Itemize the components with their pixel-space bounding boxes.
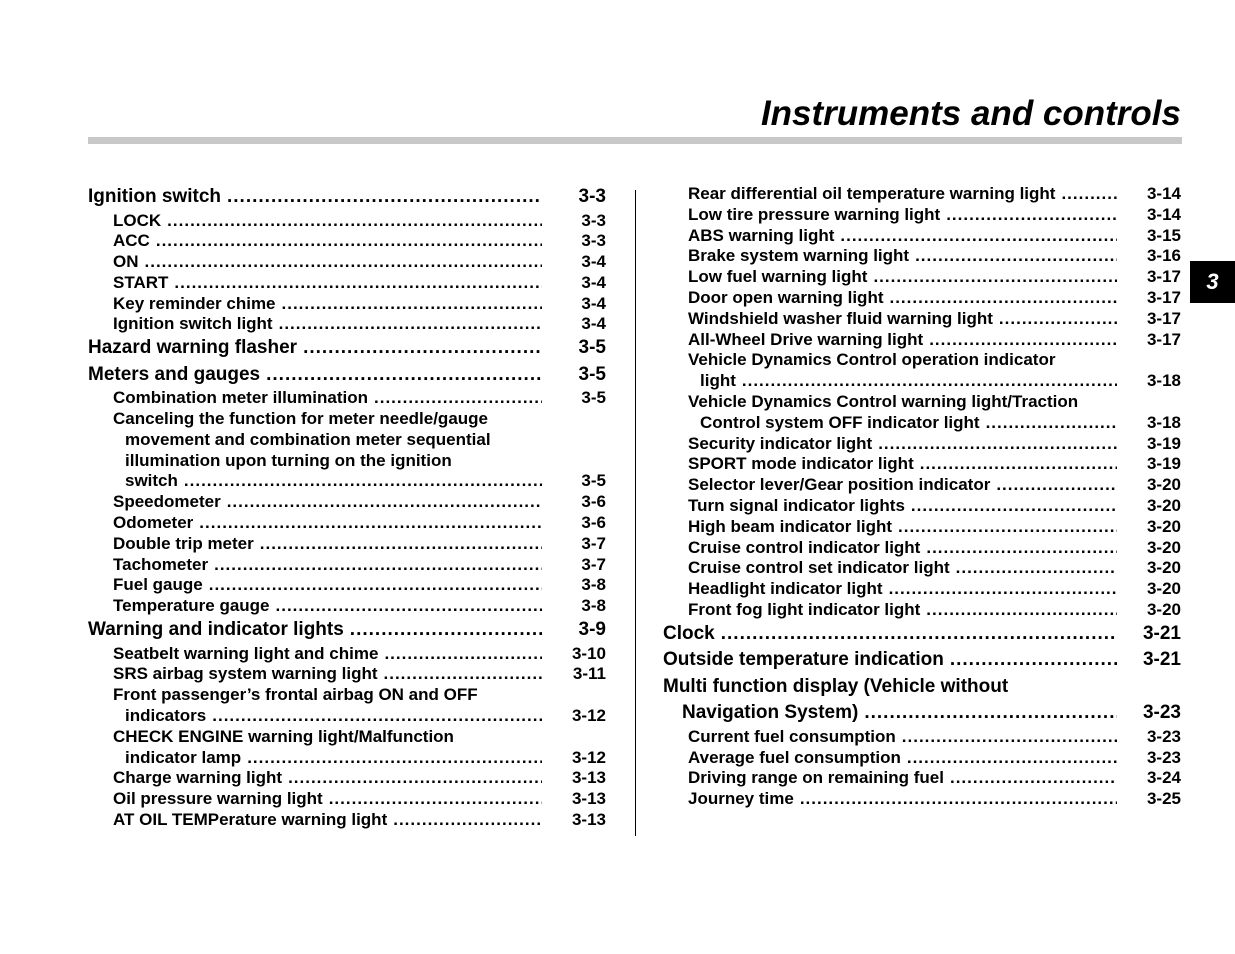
toc-subentry[interactable] bbox=[663, 267, 1181, 288]
toc-entry-title: All-Wheel Drive warning light bbox=[688, 329, 924, 349]
toc-page-number: 3-14 bbox=[1146, 204, 1181, 224]
toc-page-number: 3-14 bbox=[1146, 184, 1181, 203]
toc-entry-title: LOCK bbox=[113, 210, 162, 230]
toc-leader-dots bbox=[167, 211, 542, 232]
toc-entry-title: light bbox=[700, 371, 736, 391]
toc-entry-title: Brake system warning light bbox=[688, 246, 910, 266]
toc-leader-dots bbox=[889, 288, 1117, 309]
toc-page-number: 3-23 bbox=[1142, 702, 1181, 724]
toc-leader-dots bbox=[288, 768, 542, 789]
toc-leader-dots bbox=[742, 371, 1117, 392]
toc-left-column bbox=[88, 184, 606, 831]
toc-page-number: 3-5 bbox=[581, 471, 606, 491]
toc-page-number: 3-17 bbox=[1146, 267, 1181, 287]
toc-page-number: 3-16 bbox=[1146, 246, 1181, 266]
toc-leader-dots bbox=[946, 205, 1117, 226]
toc-entry-title: ON bbox=[113, 252, 139, 272]
toc-leader-dots bbox=[1061, 184, 1117, 205]
toc-section-entry[interactable] bbox=[88, 184, 606, 211]
toc-section-entry[interactable] bbox=[88, 362, 606, 389]
toc-page-number: 3-9 bbox=[578, 619, 606, 641]
toc-entry-title: Front fog light indicator light bbox=[688, 599, 921, 619]
toc-subentry[interactable] bbox=[88, 513, 606, 534]
toc-leader-dots bbox=[902, 727, 1117, 748]
toc-page-number: 3-25 bbox=[1146, 789, 1181, 809]
toc-leader-dots bbox=[214, 555, 542, 576]
toc-subentry[interactable] bbox=[663, 600, 1181, 621]
column-divider bbox=[635, 190, 636, 836]
toc-subentry[interactable] bbox=[88, 211, 606, 232]
toc-page-number: 3-13 bbox=[571, 809, 606, 829]
toc-leader-dots bbox=[276, 596, 542, 617]
toc-page-number: 3-21 bbox=[1142, 649, 1181, 671]
toc-section-entry[interactable] bbox=[663, 700, 1181, 727]
toc-entry-title: Warning and indicator lights bbox=[88, 619, 344, 641]
toc-entry-title: Current fuel consumption bbox=[688, 726, 896, 746]
toc-entry-title: ACC bbox=[113, 231, 150, 251]
toc-subentry[interactable] bbox=[88, 555, 606, 576]
toc-entry-title: Door open warning light bbox=[688, 287, 884, 307]
toc-page-number: 3-18 bbox=[1146, 412, 1181, 432]
toc-entry-title: ABS warning light bbox=[688, 225, 835, 245]
toc-page-number: 3-17 bbox=[1146, 308, 1181, 328]
toc-entry-title: Ignition switch bbox=[88, 186, 221, 207]
toc-entry-title: Meters and gauges bbox=[88, 363, 261, 385]
toc-leader-dots bbox=[950, 768, 1117, 789]
toc-leader-dots bbox=[926, 538, 1117, 559]
toc-leader-dots bbox=[986, 413, 1117, 434]
toc-leader-dots bbox=[393, 810, 542, 831]
toc-page-number: 3-4 bbox=[581, 272, 606, 292]
toc-page-number: 3-19 bbox=[1146, 433, 1181, 453]
toc-subentry[interactable] bbox=[663, 768, 1181, 789]
toc-entry-title: Selector lever/Gear position indicator bbox=[688, 475, 991, 495]
toc-subentry[interactable] bbox=[663, 350, 1181, 371]
toc-entry-title: Seatbelt warning light and chime bbox=[113, 643, 379, 663]
toc-leader-dots bbox=[929, 330, 1117, 351]
toc-subentry[interactable] bbox=[663, 579, 1181, 600]
toc-entry-title: START bbox=[113, 272, 169, 292]
toc-entry-title: Clock bbox=[663, 622, 715, 644]
toc-entry-title: indicators bbox=[125, 705, 207, 725]
toc-leader-dots bbox=[384, 664, 542, 685]
toc-page-number: 3-7 bbox=[581, 533, 606, 553]
toc-entry-title: Speedometer bbox=[113, 492, 221, 512]
toc-page-number: 3-8 bbox=[581, 596, 606, 616]
toc-leader-dots bbox=[156, 231, 542, 252]
toc-entry-title: Journey time bbox=[688, 789, 794, 809]
toc-leader-dots bbox=[247, 748, 542, 769]
toc-page-number: 3-6 bbox=[581, 513, 606, 533]
toc-page-number: 3-3 bbox=[581, 231, 606, 251]
toc-page-number: 3-20 bbox=[1146, 537, 1181, 557]
toc-subentry[interactable] bbox=[663, 309, 1181, 330]
toc-subentry[interactable] bbox=[88, 789, 606, 810]
toc-subentry[interactable] bbox=[88, 409, 606, 430]
toc-subentry[interactable] bbox=[663, 538, 1181, 559]
toc-section-entry[interactable] bbox=[88, 617, 606, 644]
toc-leader-dots bbox=[840, 226, 1117, 247]
toc-leader-dots bbox=[864, 700, 1117, 727]
toc-page-number: 3-3 bbox=[578, 186, 606, 207]
toc-entry-title: Oil pressure warning light bbox=[113, 789, 323, 809]
toc-page-number: 3-11 bbox=[572, 664, 606, 684]
toc-entry-title: Hazard warning flasher bbox=[88, 337, 298, 359]
toc-subentry[interactable] bbox=[663, 475, 1181, 496]
toc-section-entry[interactable] bbox=[663, 674, 1181, 701]
page-title: Instruments and controls bbox=[760, 94, 1181, 133]
toc-subentry[interactable] bbox=[663, 288, 1181, 309]
toc-entry-title: Tachometer bbox=[113, 554, 209, 574]
header-rule bbox=[88, 137, 1182, 144]
toc-leader-dots bbox=[926, 600, 1117, 621]
toc-leader-dots bbox=[999, 309, 1117, 330]
toc-page-number: 3-21 bbox=[1142, 622, 1181, 644]
toc-leader-dots bbox=[184, 471, 542, 492]
toc-page-number: 3-5 bbox=[578, 337, 606, 359]
toc-page-number: 3-23 bbox=[1146, 726, 1181, 746]
toc-entry-title: CHECK ENGINE warning light/Malfunction bbox=[113, 726, 454, 746]
toc-leader-dots bbox=[279, 314, 542, 335]
toc-page-number: 3-8 bbox=[581, 575, 606, 595]
toc-subentry[interactable] bbox=[88, 644, 606, 665]
toc-subentry[interactable] bbox=[88, 596, 606, 617]
toc-entry-title: High beam indicator light bbox=[688, 516, 893, 536]
toc-leader-dots bbox=[907, 748, 1117, 769]
toc-page-number: 3-6 bbox=[581, 492, 606, 512]
toc-leader-dots bbox=[209, 575, 542, 596]
toc-entry-title: Turn signal indicator lights bbox=[688, 495, 905, 515]
toc-page-number: 3-17 bbox=[1146, 287, 1181, 307]
toc-subentry[interactable] bbox=[663, 184, 1181, 205]
toc-page-number: 3-5 bbox=[581, 388, 606, 408]
toc-page-number: 3-13 bbox=[571, 768, 606, 788]
toc-entry-title: Driving range on remaining fuel bbox=[688, 768, 944, 788]
toc-page-number: 3-24 bbox=[1146, 768, 1181, 788]
toc-subentry[interactable] bbox=[88, 810, 606, 831]
toc-subentry[interactable] bbox=[88, 471, 606, 492]
toc-subentry[interactable] bbox=[663, 454, 1181, 475]
toc-subentry[interactable] bbox=[88, 231, 606, 252]
toc-leader-dots bbox=[915, 246, 1117, 267]
toc-entry-title: Charge warning light bbox=[113, 768, 283, 788]
toc-subentry[interactable] bbox=[88, 294, 606, 315]
toc-entry-title: Control system OFF indicator light bbox=[700, 412, 980, 432]
toc-entry-title: Cruise control set indicator light bbox=[688, 558, 950, 578]
toc-entry-title: Vehicle Dynamics Control warning light/Traction bbox=[688, 391, 1079, 411]
toc-subentry[interactable] bbox=[88, 727, 606, 748]
toc-subentry[interactable] bbox=[663, 789, 1181, 810]
toc-subentry[interactable] bbox=[663, 748, 1181, 769]
toc-entry-title: Vehicle Dynamics Control operation indicator bbox=[688, 350, 1056, 370]
toc-page-number: 3-12 bbox=[571, 747, 606, 767]
toc-page-number: 3-7 bbox=[581, 554, 606, 574]
toc-subentry[interactable] bbox=[88, 492, 606, 513]
toc-leader-dots bbox=[145, 252, 543, 273]
toc-entry-title: Outside temperature indication bbox=[663, 649, 944, 671]
toc-section-entry[interactable] bbox=[88, 335, 606, 362]
toc-entry-title: Fuel gauge bbox=[113, 575, 203, 595]
toc-subentry[interactable] bbox=[663, 226, 1181, 247]
toc-subentry[interactable] bbox=[88, 575, 606, 596]
toc-subentry[interactable] bbox=[88, 388, 606, 409]
toc-leader-dots bbox=[889, 579, 1117, 600]
toc-page-number: 3-17 bbox=[1146, 329, 1181, 349]
toc-leader-dots bbox=[384, 644, 542, 665]
toc-page-number: 3-5 bbox=[578, 363, 606, 385]
toc-subentry[interactable] bbox=[88, 430, 606, 451]
toc-subentry[interactable] bbox=[88, 314, 606, 335]
toc-leader-dots bbox=[878, 434, 1117, 455]
toc-entry-title: Key reminder chime bbox=[113, 293, 276, 313]
toc-page-number: 3-20 bbox=[1146, 516, 1181, 536]
toc-subentry[interactable] bbox=[88, 706, 606, 727]
toc-leader-dots bbox=[374, 388, 542, 409]
toc-page-number: 3-20 bbox=[1146, 495, 1181, 515]
toc-subentry[interactable] bbox=[88, 748, 606, 769]
toc-right-column bbox=[663, 184, 1181, 810]
toc-entry-title: movement and combination meter sequential bbox=[125, 429, 491, 449]
toc-entry-title: Front passenger’s frontal airbag ON and OFF bbox=[113, 685, 478, 705]
toc-entry-title: SPORT mode indicator light bbox=[688, 454, 914, 474]
toc-subentry[interactable] bbox=[663, 727, 1181, 748]
toc-subentry[interactable] bbox=[663, 558, 1181, 579]
toc-entry-title: Headlight indicator light bbox=[688, 579, 883, 599]
toc-entry-title: Windshield washer fluid warning light bbox=[688, 308, 993, 328]
toc-leader-dots bbox=[266, 362, 542, 389]
toc-section-entry[interactable] bbox=[663, 647, 1181, 674]
toc-subentry[interactable] bbox=[663, 413, 1181, 434]
toc-entry-title: Rear differential oil temperature warning light bbox=[688, 184, 1056, 203]
toc-page-number: 3-12 bbox=[571, 705, 606, 725]
toc-subentry[interactable] bbox=[88, 768, 606, 789]
toc-entry-title: Low fuel warning light bbox=[688, 267, 868, 287]
toc-page-number: 3-4 bbox=[581, 252, 606, 272]
toc-entry-title: AT OIL TEMPerature warning light bbox=[113, 809, 388, 829]
toc-leader-dots bbox=[227, 492, 542, 513]
toc-leader-dots bbox=[911, 496, 1117, 517]
toc-subentry[interactable] bbox=[88, 252, 606, 273]
toc-entry-title: indicator lamp bbox=[125, 747, 242, 767]
toc-page-number: 3-3 bbox=[581, 210, 606, 230]
toc-entry-title: Cruise control indicator light bbox=[688, 537, 921, 557]
toc-subentry[interactable] bbox=[663, 392, 1181, 413]
toc-entry-title: Ignition switch light bbox=[113, 314, 273, 334]
toc-entry-title: Odometer bbox=[113, 513, 194, 533]
toc-leader-dots bbox=[329, 789, 542, 810]
toc-subentry[interactable] bbox=[663, 371, 1181, 392]
toc-entry-title: SRS airbag system warning light bbox=[113, 664, 378, 684]
toc-entry-title: switch bbox=[125, 471, 178, 491]
toc-leader-dots bbox=[721, 621, 1117, 648]
toc-section-entry[interactable] bbox=[663, 621, 1181, 648]
toc-leader-dots bbox=[260, 534, 542, 555]
toc-leader-dots bbox=[950, 647, 1117, 674]
toc-entry-title: Multi function display (Vehicle without bbox=[663, 675, 1009, 697]
toc-leader-dots bbox=[174, 273, 542, 294]
toc-entry-title: Combination meter illumination bbox=[113, 388, 369, 408]
toc-subentry[interactable] bbox=[663, 330, 1181, 351]
toc-leader-dots bbox=[282, 294, 542, 315]
toc-page-number: 3-15 bbox=[1146, 225, 1181, 245]
toc-subentry[interactable] bbox=[88, 664, 606, 685]
toc-leader-dots bbox=[212, 706, 542, 727]
toc-leader-dots bbox=[800, 789, 1117, 810]
toc-leader-dots bbox=[956, 558, 1117, 579]
toc-entry-title: Security indicator light bbox=[688, 433, 873, 453]
toc-leader-dots bbox=[350, 617, 542, 644]
chapter-tab[interactable]: 3 bbox=[1190, 261, 1235, 303]
toc-leader-dots bbox=[303, 335, 542, 362]
toc-page-number: 3-20 bbox=[1146, 558, 1181, 578]
toc-page-number: 3-4 bbox=[581, 293, 606, 313]
toc-subentry[interactable] bbox=[88, 273, 606, 294]
toc-entry-title: Average fuel consumption bbox=[688, 747, 901, 767]
toc-entry-title: Navigation System) bbox=[682, 702, 859, 724]
toc-leader-dots bbox=[873, 267, 1117, 288]
toc-entry-title: Temperature gauge bbox=[113, 596, 270, 616]
toc-entry-title: Canceling the function for meter needle/gauge bbox=[113, 409, 488, 429]
toc-page-number: 3-10 bbox=[571, 643, 606, 663]
toc-page-number: 3-20 bbox=[1146, 475, 1181, 495]
toc-page-number: 3-20 bbox=[1146, 599, 1181, 619]
toc-page-number: 3-20 bbox=[1146, 579, 1181, 599]
toc-subentry[interactable] bbox=[88, 534, 606, 555]
toc-page-number: 3-13 bbox=[571, 789, 606, 809]
toc-subentry[interactable] bbox=[88, 451, 606, 472]
toc-subentry[interactable] bbox=[663, 496, 1181, 517]
toc-page-number: 3-18 bbox=[1146, 371, 1181, 391]
toc-subentry[interactable] bbox=[88, 685, 606, 706]
toc-entry-title: Low tire pressure warning light bbox=[688, 204, 941, 224]
toc-leader-dots bbox=[227, 184, 542, 211]
toc-page-number: 3-4 bbox=[581, 314, 606, 334]
toc-entry-title: Double trip meter bbox=[113, 533, 254, 553]
toc-subentry[interactable] bbox=[663, 517, 1181, 538]
toc-leader-dots bbox=[920, 454, 1117, 475]
toc-page-number: 3-19 bbox=[1146, 454, 1181, 474]
toc-leader-dots bbox=[199, 513, 542, 534]
toc-subentry[interactable] bbox=[663, 434, 1181, 455]
toc-subentry[interactable] bbox=[663, 246, 1181, 267]
toc-leader-dots bbox=[996, 475, 1117, 496]
toc-leader-dots bbox=[898, 517, 1117, 538]
toc-entry-title: illumination upon turning on the ignition bbox=[125, 450, 452, 470]
toc-subentry[interactable] bbox=[663, 205, 1181, 226]
toc-page-number: 3-23 bbox=[1146, 747, 1181, 767]
